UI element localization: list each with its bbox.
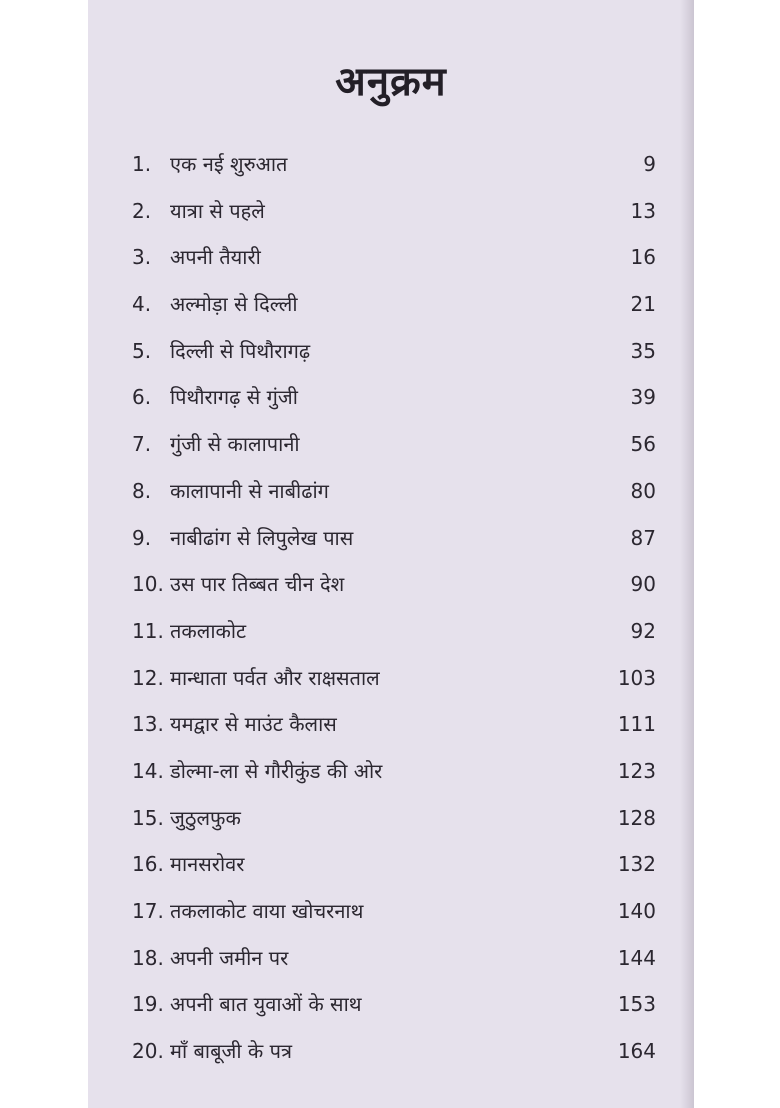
toc-entry-page-number: 21	[630, 292, 656, 317]
toc-entry	[88, 141, 694, 188]
toc-entry	[88, 935, 694, 982]
toc-entry-number: 20.	[132, 1039, 164, 1064]
toc-entry-page-number: 35	[630, 338, 656, 363]
toc-entry-title: उस पार तिब्बत चीन देश	[170, 572, 345, 597]
toc-entry-number: 5.	[132, 338, 152, 363]
toc-entry-number: 12.	[132, 665, 164, 690]
toc-entry-page-number: 92	[630, 618, 656, 643]
toc-entry-number: 19.	[132, 992, 164, 1017]
toc-entry-number: 13.	[132, 712, 164, 737]
toc-entry-page-number: 87	[630, 525, 656, 550]
toc-entry-title: एक नई शुरुआत	[170, 152, 288, 176]
toc-entry-title: यात्रा से पहले	[170, 198, 265, 223]
toc-entry	[88, 888, 694, 935]
table-of-contents	[88, 141, 694, 1075]
toc-entry-number: 14.	[132, 758, 164, 783]
toc-entry-page-number: 153	[617, 992, 656, 1017]
toc-entry-number: 7.	[132, 432, 152, 457]
toc-entry-number: 15.	[132, 805, 164, 830]
toc-entry-title: अपनी तैयारी	[170, 245, 261, 270]
toc-entry-title: कालापानी से नाबीढांग	[170, 478, 329, 503]
toc-entry	[88, 234, 694, 281]
toc-entry-number: 11.	[132, 618, 164, 643]
toc-entry-page-number: 111	[617, 712, 656, 737]
toc-entry-title: तकलाकोट	[170, 618, 247, 643]
toc-entry	[88, 374, 694, 421]
toc-entry-page-number: 103	[617, 665, 656, 690]
toc-entry	[88, 608, 694, 655]
toc-entry-title: मान्धाता पर्वत और राक्षसताल	[170, 665, 380, 690]
toc-entry-title: डोल्मा-ला से गौरीकुंड की ओर	[170, 758, 383, 783]
book-page	[88, 0, 694, 1108]
toc-entry-title: दिल्ली से पिथौरागढ़	[170, 338, 311, 363]
toc-entry-number: 2.	[132, 198, 152, 223]
toc-entry-title: अपनी बात युवाओं के साथ	[170, 992, 362, 1017]
toc-entry-title: माँ बाबूजी के पत्र	[170, 1039, 293, 1064]
toc-entry	[88, 468, 694, 515]
toc-entry	[88, 1028, 694, 1075]
toc-entry-title: अल्मोड़ा से दिल्ली	[170, 292, 298, 317]
toc-entry-number: 6.	[132, 385, 152, 410]
toc-entry-title: यमद्वार से माउंट कैलास	[170, 712, 337, 737]
toc-entry-title: मानसरोवर	[170, 852, 245, 877]
toc-entry-page-number: 39	[630, 385, 656, 410]
toc-entry-number: 16.	[132, 852, 164, 877]
toc-entry-page-number: 9	[643, 152, 656, 176]
toc-entry-page-number: 13	[630, 198, 656, 223]
toc-entry	[88, 981, 694, 1028]
toc-entry-page-number: 164	[617, 1039, 656, 1064]
toc-entry-number: 8.	[132, 478, 152, 503]
toc-entry	[88, 748, 694, 795]
toc-entry	[88, 701, 694, 748]
toc-entry-title: तकलाकोट वाया खोचरनाथ	[170, 899, 364, 923]
toc-entry	[88, 841, 694, 888]
toc-entry-number: 4.	[132, 292, 152, 317]
toc-entry-title: नाबीढांग से लिपुलेख पास	[170, 525, 354, 550]
toc-entry-title: जुठुलफुक	[170, 805, 241, 830]
toc-entry-number: 1.	[132, 152, 152, 176]
toc-entry-page-number: 140	[617, 899, 656, 923]
toc-entry	[88, 561, 694, 608]
toc-entry	[88, 795, 694, 842]
toc-entry-title: पिथौरागढ़ से गुंजी	[170, 385, 298, 410]
toc-entry	[88, 421, 694, 468]
toc-entry-page-number: 56	[630, 432, 656, 457]
toc-entry-number: 17.	[132, 899, 164, 923]
toc-entry-number: 10.	[132, 572, 164, 597]
toc-entry-page-number: 90	[630, 572, 656, 597]
page-title: अनुक्रम	[335, 59, 447, 105]
toc-entry-title: अपनी जमीन पर	[170, 945, 289, 970]
toc-entry	[88, 655, 694, 702]
toc-entry	[88, 328, 694, 375]
toc-entry-page-number: 16	[630, 245, 656, 270]
toc-entry	[88, 188, 694, 235]
toc-entry-page-number: 123	[617, 758, 656, 783]
toc-entry-title: गुंजी से कालापानी	[170, 432, 300, 457]
toc-entry	[88, 281, 694, 328]
toc-entry-page-number: 80	[630, 478, 656, 503]
toc-entry-page-number: 144	[617, 945, 656, 970]
toc-entry-page-number: 132	[617, 852, 656, 877]
toc-entry-number: 9.	[132, 525, 152, 550]
toc-entry	[88, 515, 694, 562]
toc-entry-number: 18.	[132, 945, 164, 970]
toc-entry-number: 3.	[132, 245, 152, 270]
toc-entry-page-number: 128	[617, 805, 656, 830]
